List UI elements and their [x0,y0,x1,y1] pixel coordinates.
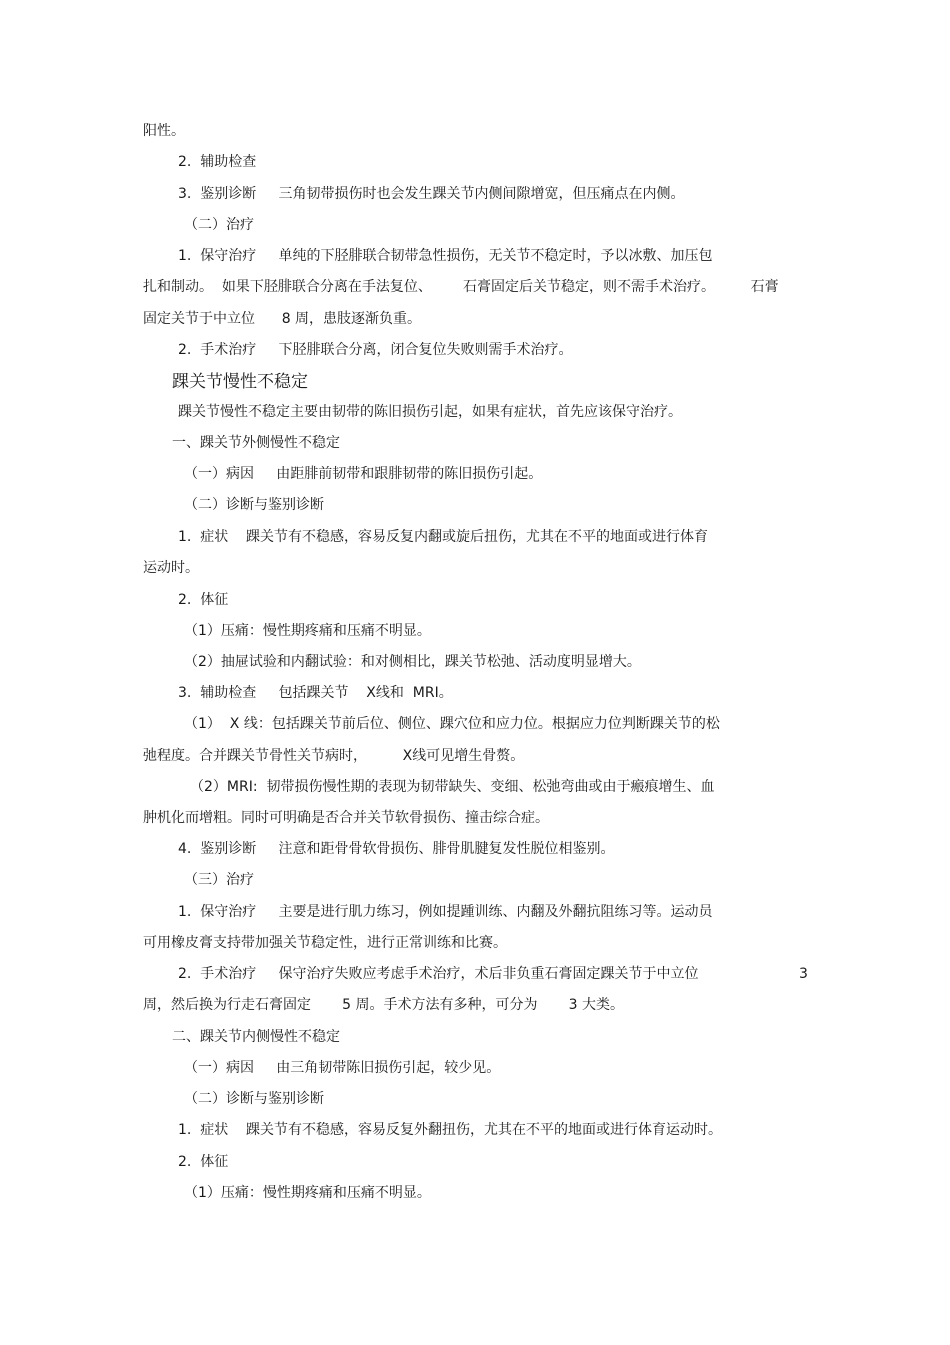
text-line: 弛程度。合并踝关节骨性关节病时， X线可见增生骨赘。 [143,748,525,764]
text-line: 周，然后换为行走石膏固定 5 周。手术方法有多种，可分为 3 大类。 [143,997,625,1013]
text-line: （1）压痛：慢性期疼痛和压痛不明显。 [184,1185,431,1201]
text-line: 2. 体征 [178,592,229,608]
text-line: 可用橡皮膏支持带加强关节稳定性，进行正常训练和比赛。 [143,935,507,951]
text-line: 运动时。 [143,560,199,576]
text-line: 一、踝关节外侧慢性不稳定 [172,435,340,451]
text-line: 2. 辅助检查 [178,154,257,170]
text-line: （一）病因 由三角韧带陈旧损伤引起，较少见。 [184,1060,501,1076]
text-line: 固定关节于中立位 8 周，患肢逐渐负重。 [143,311,422,327]
text-line: （二）治疗 [184,217,254,233]
text-line: 1. 保守治疗 单纯的下胫腓联合韧带急性损伤，无关节不稳定时，予以冰敷、加压包 [178,248,713,264]
text-line: （2）MRI: 韧带损伤慢性期的表现为韧带缺失、变细、松弛弯曲或由于瘢痕增生、血 [190,779,715,795]
text-line: （1）压痛：慢性期疼痛和压痛不明显。 [184,623,431,639]
text-line: 3. 辅助检查 包括踝关节 X线和 MRI。 [178,685,453,701]
text-line: 2. 手术治疗 保守治疗失败应考虑手术治疗，术后非负重石膏固定踝关节于中立位 [178,966,699,982]
text-line: （1） X 线：包括踝关节前后位、侧位、踝穴位和应力位。根据应力位判断踝关节的松 [184,716,720,732]
text-line: 踝关节慢性不稳定主要由韧带的陈旧损伤引起，如果有症状，首先应该保守治疗。 [178,404,682,420]
section-heading: 踝关节慢性不稳定 [172,372,308,392]
text-line: 阳性。 [143,123,185,139]
text-line: 肿机化而增粗。同时可明确是否合并关节软骨损伤、撞击综合症。 [143,810,549,826]
text-line: 1. 保守治疗 主要是进行肌力练习，例如提踵训练、内翻及外翻抗阻练习等。运动员 [178,904,713,920]
text-line: 3. 鉴别诊断 三角韧带损伤时也会发生踝关节内侧间隙增宽，但压痛点在内侧。 [178,186,685,202]
text-line: （三）治疗 [184,872,254,888]
text-line: 1. 症状 踝关节有不稳感，容易反复内翻或旋后扭伤，尤其在不平的地面或进行体育 [178,529,709,545]
text-line: 4. 鉴别诊断 注意和距骨骨软骨损伤、腓骨肌腱复发性脱位相鉴别。 [178,841,615,857]
text-line: 1. 症状 踝关节有不稳感，容易反复外翻扭伤，尤其在不平的地面或进行体育运动时。 [178,1122,723,1138]
text-line: 扎和制动。 如果下胫腓联合分离在手法复位、 石膏固定后关节稳定，则不需手术治疗。 石膏 [143,279,779,295]
text-line: （一）病因 由距腓前韧带和跟腓韧带的陈旧损伤引起。 [184,466,543,482]
text-line: （二）诊断与鉴别诊断 [184,1091,324,1107]
text-line: （2）抽屉试验和内翻试验：和对侧相比，踝关节松弛、活动度明显增大。 [184,654,641,670]
text-line: 2. 手术治疗 下胫腓联合分离，闭合复位失败则需手术治疗。 [178,342,573,358]
text-line: 二、踝关节内侧慢性不稳定 [172,1029,340,1045]
text-line: 2. 体征 [178,1154,229,1170]
text-line: （二）诊断与鉴别诊断 [184,497,324,513]
text-line: 3 [799,966,808,982]
